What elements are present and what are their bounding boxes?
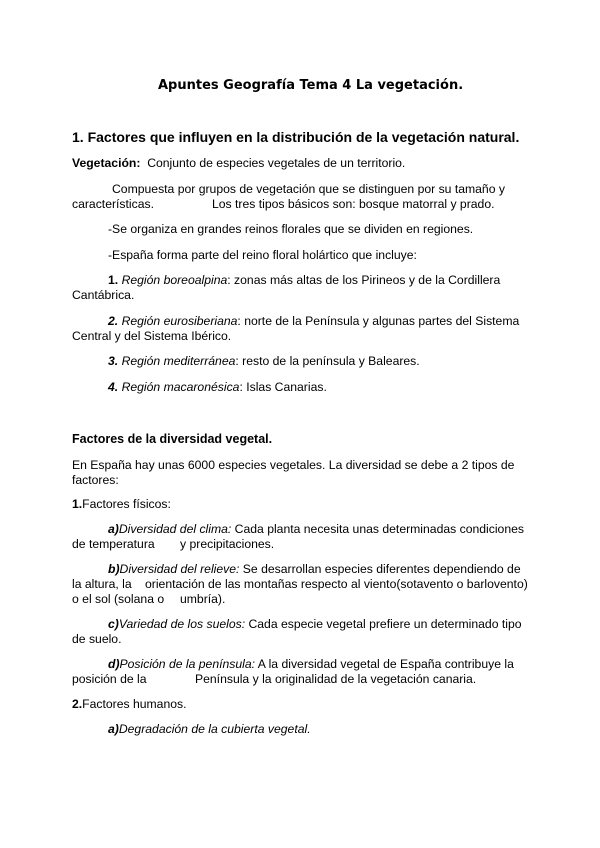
region-description: : Islas Canarias. [239,380,327,394]
factor-letter: c) [108,617,119,631]
list-label: Factores físicos: [82,497,171,511]
factor-name: Degradación de la cubierta vegetal. [118,722,311,736]
region-name: Región boreoalpina [121,273,228,287]
region-item [108,273,500,288]
factor-text-cont: Península y la originalidad de la vegetación canaria. [195,672,477,686]
region-description: : norte de la Península y algunas partes del Sistema [237,314,520,328]
factor-text: Cada planta necesita unas determinadas condiciones [231,522,524,536]
factor-text-cont: posición de la [72,672,147,686]
factor-item [108,562,521,577]
factor-item [108,522,524,537]
page-title: Apuntes Geografía Tema 4 La vegetación. [158,78,464,93]
region-item [108,380,327,395]
list-label: Factores humanos. [82,697,187,711]
factor-text-cont: la altura, la [72,577,132,591]
factor-name: Variedad de los suelos: [118,617,246,631]
region-number: 1. [108,273,119,287]
factores-fisicos-heading [72,497,171,512]
section-1-heading: 1. Factores que influyen en la distribución de la vegetación natural. [72,129,520,145]
region-name: Región eurosiberiana [121,314,238,328]
factor-text-cont: o el sol (solana o [72,592,165,606]
region-description: : zonas más altas de los Pirineos y de la Cordillera [227,273,501,287]
list-number: 2. [72,697,83,711]
definition-text: Conjunto de especies vegetales de un territorio. [147,156,406,170]
factor-letter: d) [108,657,120,671]
definition-term: Vegetación: [72,156,141,170]
factor-text: Se desarrollan especies diferentes dependiendo de [239,562,521,576]
factor-name: Posición de la península: [119,657,256,671]
factor-text-cont: de temperatura [72,537,155,551]
region-item [108,354,420,369]
factor-letter: a) [108,722,119,736]
factor-letter: a) [108,522,119,536]
factores-humanos-heading [72,697,187,712]
factor-text-cont: umbría). [180,592,226,606]
definition-vegetacion [72,156,405,171]
factor-text-cont: orientación de las montañas respecto al viento(sotavento o barlovento) [145,577,528,591]
region-number: 2. [108,314,119,328]
intro-line-1: En España hay unas 6000 especies vegetales. La diversidad se debe a 2 tipos de [72,458,515,472]
composed-line-2b: Los tres tipos básicos son: bosque matorral y prado. [212,197,495,211]
factor-name: Diversidad del clima: [118,522,232,536]
region-name: Región mediterránea [121,354,236,368]
section-2-heading: Factores de la diversidad vegetal. [72,432,273,446]
list-number: 1. [72,497,83,511]
region-description-cont: Central y del Sistema Ibérico. [72,329,232,343]
factor-letter: b) [108,562,120,576]
factor-text: Cada especie vegetal prefiere un determinado tipo [245,617,522,631]
intro-line-2: factores: [72,473,119,487]
factor-text: A la diversidad vegetal de España contribuye la [255,657,514,671]
region-description-cont: Cantábrica. [72,288,135,302]
region-number: 4. [108,380,119,394]
factor-text-cont: de suelo. [72,632,122,646]
region-description: : resto de la península y Baleares. [235,354,420,368]
region-name: Región macaronésica [121,380,240,394]
factor-item [108,657,514,672]
factor-text-cont: y precipitaciones. [180,537,275,551]
region-number: 3. [108,354,119,368]
reinos-paragraph: -Se organiza en grandes reinos florales que se dividen en regiones. [108,222,474,236]
factor-name: Diversidad del relieve: [119,562,240,576]
factor-item [108,722,311,737]
composed-line-2a: características. [72,197,154,211]
factor-item [108,617,522,632]
composed-line-1: Compuesta por grupos de vegetación que se distinguen por su tamaño y [112,182,505,196]
espana-paragraph: -España forma parte del reino floral holártico que incluye: [108,248,417,262]
region-item [108,314,519,329]
